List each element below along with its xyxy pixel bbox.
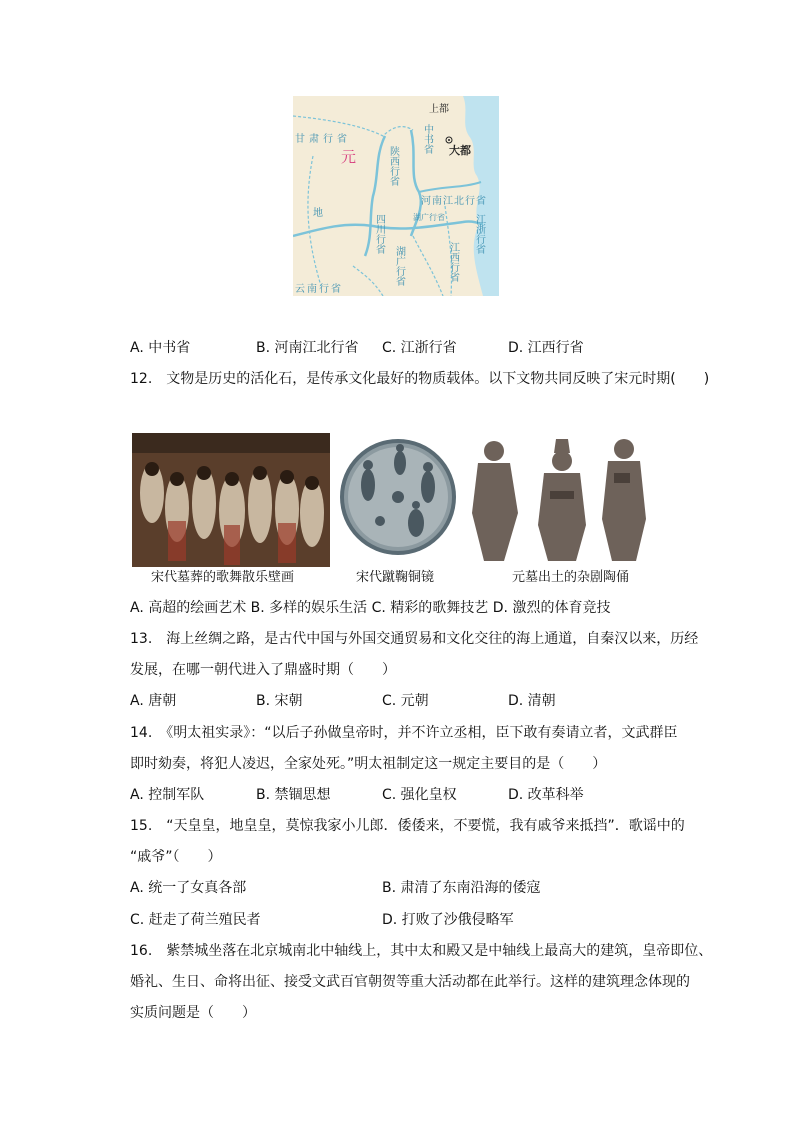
q14-option-c: C. 强化皇权: [382, 787, 457, 803]
q14-option-b: B. 禁锢思想: [256, 787, 331, 803]
label-gansu: 甘肃行省: [295, 134, 351, 145]
q13-stem-line2: 发展，在哪一朝代进入了鼎盛时期（ ）: [130, 662, 396, 678]
q13-option-a: A. 唐朝: [130, 693, 177, 709]
q13-option-b: B. 宋朝: [256, 693, 303, 709]
q11-option-c: C. 江浙行省: [382, 340, 457, 356]
caption-figurines: 元墓出土的杂剧陶俑: [512, 570, 630, 585]
caption-mirror: 宋代蹴鞠铜镜: [356, 570, 435, 585]
label-zhongshu: 中书省: [421, 124, 433, 154]
q13-option-c: C. 元朝: [382, 693, 429, 709]
label-sichuan: 四川行省: [373, 214, 385, 254]
map-graphic: [293, 96, 499, 296]
yuan-provinces-map: [293, 96, 499, 296]
q15-option-a: A. 统一了女真各部: [130, 880, 247, 896]
q15-stem-line1: 15. “天皇皇，地皇皇，莫惊我家小儿郎．倭倭来，不要慌，我有戚爷来抵挡”．歌谣中的: [130, 818, 685, 834]
mural-photo: [132, 433, 330, 567]
q11-option-d: D. 江西行省: [508, 340, 584, 356]
label-huguang: 湖广行省: [393, 246, 405, 286]
q13-option-d: D. 清朝: [508, 693, 556, 709]
q12-options: A. 高超的绘画艺术 B. 多样的娱乐生活 C. 精彩的歌舞技艺 D. 激烈的体育竞技: [130, 600, 611, 616]
q11-option-b: B. 河南江北行省: [256, 340, 359, 356]
label-yuan: 元: [341, 148, 357, 166]
label-jiangxi: 江西行省: [447, 242, 459, 282]
label-shangdu: 上都: [429, 104, 449, 115]
q15-option-b: B. 肃清了东南沿海的倭寇: [382, 880, 541, 896]
bronze-mirror-photo: [338, 435, 458, 559]
q16-stem-line1: 16. 紫禁城坐落在北京城南北中轴线上，其中太和殿又是中轴线上最高大的建筑，皇帝即位、: [130, 943, 713, 959]
q12-stem: 12. 文物是历史的活化石，是传承文化最好的物质载体。以下文物共同反映了宋元时期( ): [130, 371, 710, 387]
q16-stem-line2: 婚礼、生日、命将出征、接受文武百官朝贺等重大活动都在此举行。这样的建筑理念体现的: [130, 974, 690, 990]
q15-option-c: C. 赶走了荷兰殖民者: [130, 912, 261, 928]
label-shaanxi: 陕西行省: [387, 146, 399, 186]
q14-stem-line1: 14. 《明太祖实录》：“以后子孙做皇帝时，并不许立丞相，臣下敢有奏请立者，文武群臣: [130, 725, 678, 741]
q14-option-a: A. 控制军队: [130, 787, 205, 803]
label-huguang-small: 湖广行省: [413, 213, 445, 222]
q13-stem-line1: 13. 海上丝绸之路，是古代中国与外国交通贸易和文化交往的海上通道，自秦汉以来，历经: [130, 631, 699, 647]
q11-option-a: A. 中书省: [130, 340, 191, 356]
label-yunnan: 云南行省: [295, 284, 343, 295]
q14-option-d: D. 改革科举: [508, 787, 584, 803]
caption-mural: 宋代墓葬的歌舞散乐壁画: [151, 570, 295, 585]
label-henan: 河南江北行省: [421, 196, 487, 207]
q14-stem-line2: 即时劾奏，将犯人凌迟，全家处死。”明太祖制定这一规定主要目的是（ ）: [130, 756, 607, 772]
q15-option-d: D. 打败了沙俄侵略军: [382, 912, 514, 928]
q16-stem-line3: 实质问题是（ ）: [130, 1005, 256, 1021]
label-dadu: 大都: [449, 144, 471, 157]
label-di: 地: [313, 208, 323, 219]
label-jiangzhe: 江浙行省: [473, 214, 485, 254]
opera-figurines-photo: [464, 433, 662, 567]
q15-stem-line2: “戚爷”（ ）: [130, 849, 222, 865]
